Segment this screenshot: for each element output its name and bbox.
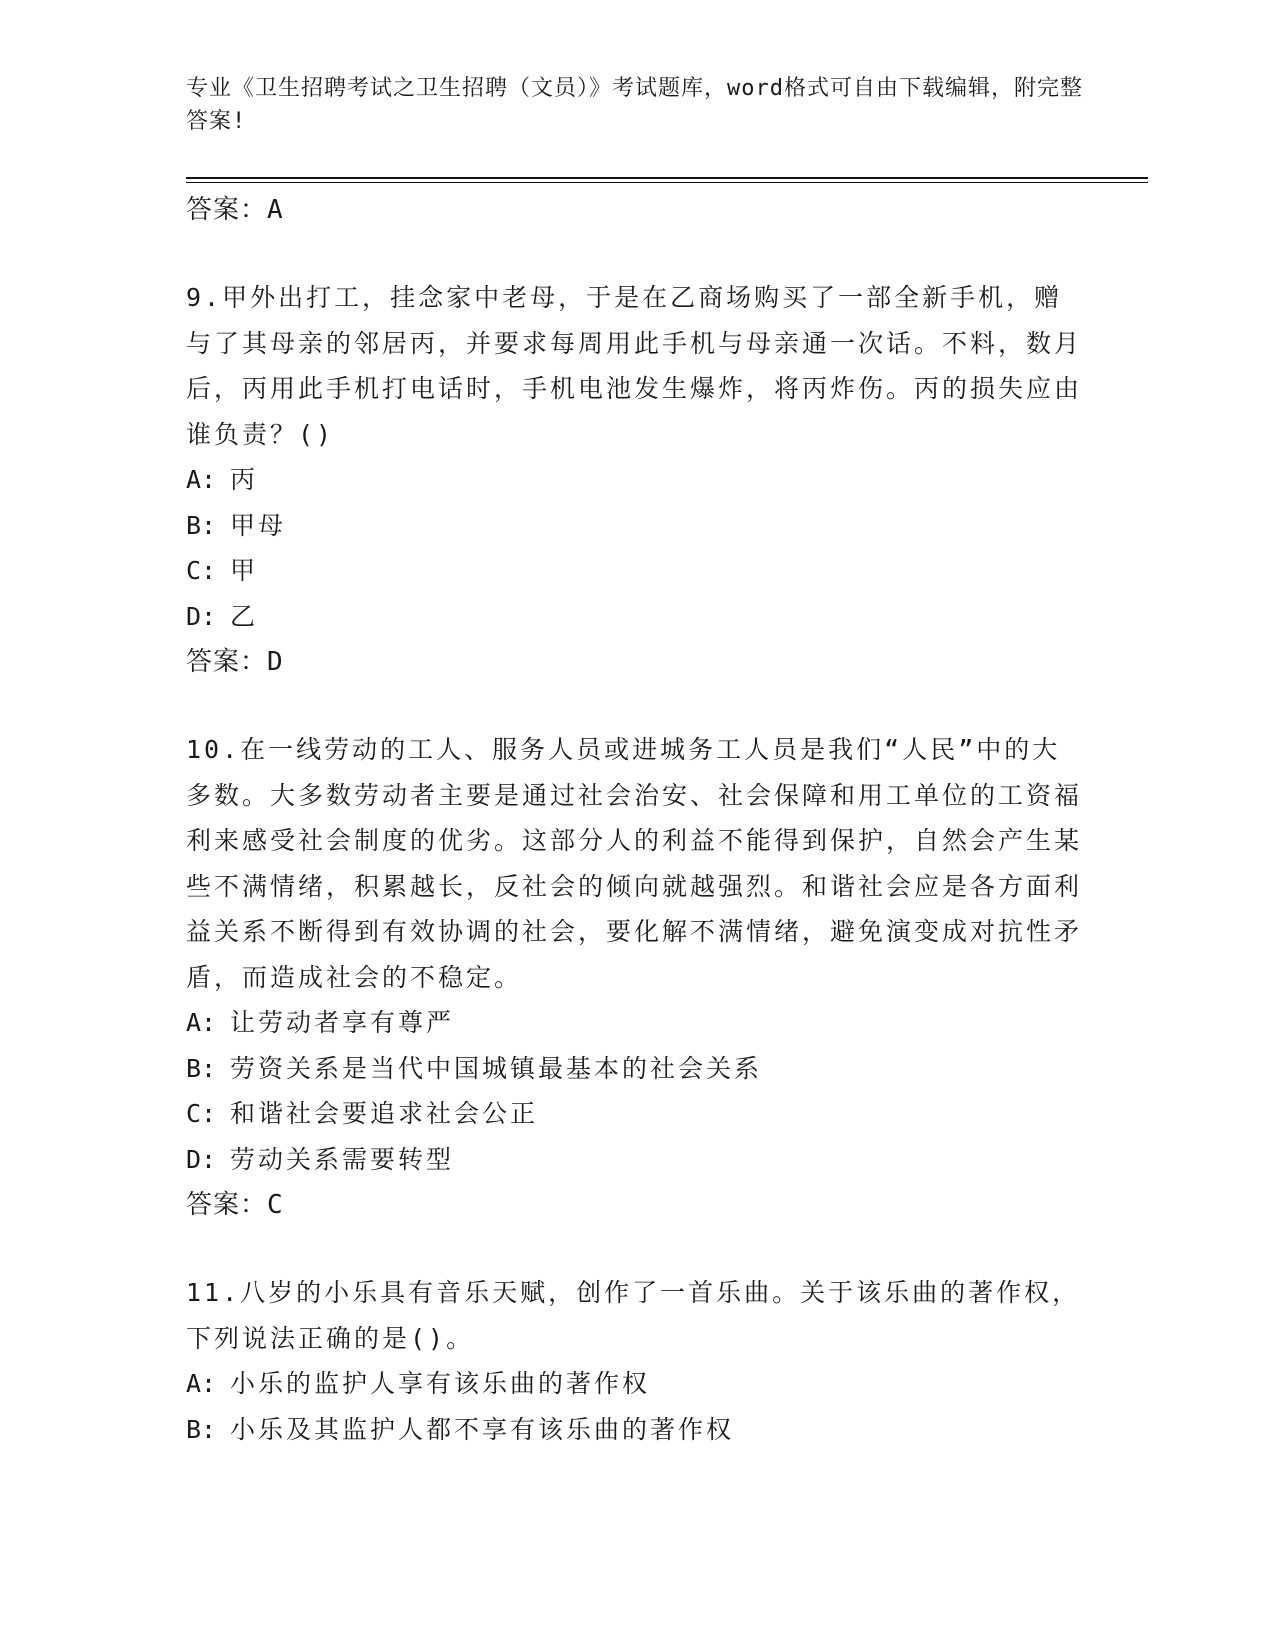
option-text: 和谐社会要追求社会公正 <box>230 1099 539 1128</box>
option-key: B: <box>186 510 217 540</box>
option-key: C: <box>186 556 217 585</box>
question-9-text: 9.甲外出打工，挂念家中老母，于是在乙商场购买了一部全新手机，赠与了其母亲的邻居丙，并要求每周用此手机与母亲通一次话。不料，数月后，丙用此手机打电话时，手机电池发生爆炸，将丙炸伤。丙的损失应由谁负责？() <box>186 283 1083 449</box>
option-key: D: <box>186 1144 217 1174</box>
option-key: D: <box>186 601 217 631</box>
question-9-option-a <box>186 457 1086 503</box>
option-key: A: <box>186 1008 217 1037</box>
answer-label: 答案： <box>186 195 268 225</box>
question-11-option-b <box>186 1407 1086 1453</box>
option-text: 劳资关系是当代中国城镇最基本的社会关系 <box>230 1053 763 1083</box>
question-11-text: 11.八岁的小乐具有音乐天赋，创作了一首乐曲。关于该乐曲的著作权，下列说法正确的是()。 <box>186 1278 1081 1353</box>
question-10-option-c <box>186 1091 1086 1137</box>
answer-value: A <box>267 195 284 225</box>
answer-value: C <box>267 1190 284 1220</box>
question-10-text: 10.在一线劳动的工人、服务人员或进城务工人员是我们“人民”中的大多数。大多数劳动者主要是通过社会治安、社会保障和用工单位的工资福利来感受社会制度的优劣。这部分人的利益不能得到保护，自然会产生某些不满情绪，积累越长，反社会的倾向就越强烈。和谐社会应是各方面利益关系不断得到有效协调的社会，要化解不满情绪，避免演变成对抗性矛盾，而造成社会的不稳定。 <box>186 735 1083 992</box>
question-9-option-d <box>186 594 1086 640</box>
option-text: 劳动关系需要转型 <box>230 1144 455 1174</box>
option-text: 小乐的监护人享有该乐曲的著作权 <box>230 1369 651 1398</box>
option-text: 乙 <box>230 601 259 631</box>
option-text: 甲母 <box>230 510 287 540</box>
option-text: 让劳动者享有尊严 <box>230 1008 455 1037</box>
question-11-option-a <box>186 1361 1086 1407</box>
question-10-option-d <box>186 1137 1086 1183</box>
question-9-option-b <box>186 503 1086 549</box>
answer-line <box>186 187 1086 233</box>
question-list <box>186 187 1086 1452</box>
page-header: 专业《卫生招聘考试之卫生招聘（文员）》考试题库，word格式可自由下载编辑，附完整答案! <box>186 76 1083 134</box>
option-key: A: <box>186 465 217 494</box>
option-text: 小乐及其监护人都不享有该乐曲的著作权 <box>230 1414 735 1444</box>
answer-label: 答案： <box>186 1190 268 1220</box>
option-key: C: <box>186 1099 217 1128</box>
option-text: 丙 <box>230 465 259 494</box>
option-key: B: <box>186 1053 217 1083</box>
question-9-option-c <box>186 548 1086 594</box>
question-10-option-a <box>186 1000 1086 1046</box>
answer-value: D <box>267 647 284 677</box>
option-text: 甲 <box>230 556 259 585</box>
answer-label: 答案： <box>186 647 268 677</box>
question-10-answer <box>186 1182 1086 1228</box>
question-9-answer <box>186 639 1086 685</box>
question-10-option-b <box>186 1046 1086 1092</box>
header-rule-thick <box>186 177 1148 179</box>
header-rule-thin <box>186 182 1148 183</box>
option-key: B: <box>186 1414 217 1444</box>
option-key: A: <box>186 1369 217 1398</box>
